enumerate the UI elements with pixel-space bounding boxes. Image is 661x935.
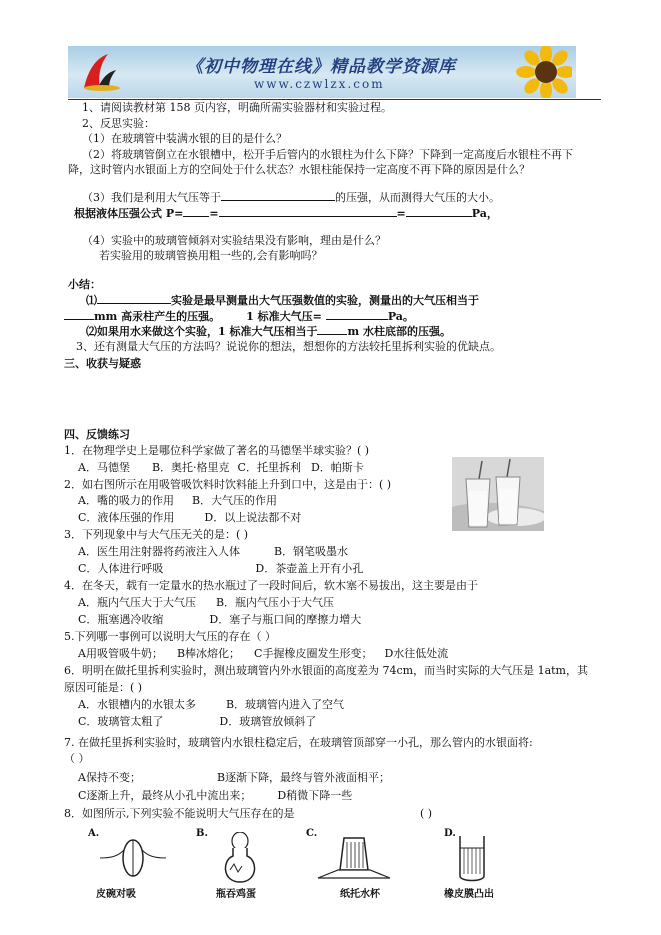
rubber-membrane-figure [454,834,490,884]
summary-2-text: ⑵如果用水来做这个实验，1 标准大气压相当于 [86,325,318,338]
exercise-6-options-2 [78,715,316,729]
header-banner [68,46,576,98]
option[interactable]: A．马德堡 [78,461,130,474]
question-3-line-1 [82,190,500,205]
item-3: 3、还有测量大气压的方法吗？说说你的想法，想想你的方法较托里拆利实验的优缺点。 [76,340,501,353]
paper-water-cup-figure [314,836,394,880]
exercise-4: 4．在冬天，载有一定量水的热水瓶过了一段时间后，软木塞不易拔出，这主要是由于 [64,579,478,592]
figure-a-label: A. [88,828,100,839]
figure-d-caption: 橡皮膜凸出 [444,889,494,900]
summary-1-line-2 [64,309,414,324]
option[interactable]: B．大气压的作用 [191,494,278,507]
option[interactable]: A．医生用注射器将药液注入人体 [78,545,240,558]
option[interactable]: B棒冰熔化； [176,647,241,660]
option[interactable]: D．玻璃管放倾斜了 [219,715,317,728]
option[interactable]: A．水银槽内的水银太多 [78,698,196,711]
sunflower-icon [512,46,572,98]
exercise-3: 3．下列现象中与大气压无关的是：( ) [64,528,249,541]
exercise-5: 5.下列哪一事例可以说明大气压的存在（ ） [64,630,276,643]
option[interactable]: C．液体压强的作用 [78,511,175,524]
exercise-3-options-1 [78,545,348,559]
question-2-line-1: （2）将玻璃管倒立在水银槽中，松开手后管内的水银柱为什么下降？下降到一定高度后水银柱不再下 [82,148,573,161]
exercise-5-options [78,647,448,661]
exercise-2: 2．如右图所示在用吸管吸饮料时饮料能上升到口中，这是由于：( ) [64,478,392,491]
option[interactable]: D．帕斯卡 [310,461,364,474]
banner-url: www.czwlzx.com [254,77,385,91]
formula-unit: Pa， [471,207,498,220]
option[interactable]: C．人体进行呼吸 [78,562,164,575]
blank[interactable] [317,324,347,335]
question-4-line-1: （4）实验中的玻璃管倾斜对实验结果没有影响，理由是什么？ [82,234,386,247]
option[interactable]: B．钢笔吸墨水 [273,545,349,558]
section-3-title: 三、收获与疑惑 [64,357,141,370]
item-1: 1、请阅读教材第 158 页内容，明确所需实验器材和实验过程。 [82,101,392,114]
exercise-6-line-2: 原因可能是：( ) [64,681,143,694]
formula-start: 根据液体压强公式 P= [74,207,184,220]
option[interactable]: C．玻璃管太粗了 [78,715,164,728]
blank[interactable] [406,206,472,217]
figure-b-label: B. [196,828,208,839]
header-rule [68,99,601,100]
summary-1-mid: 1 标准大气压= [246,310,322,323]
option[interactable]: A．瓶内气压大于大气压 [78,596,196,609]
summary-1-text: 实验是最早测量出大气压强数值的实验，测量出的大气压相当于 [171,294,479,307]
question-3-start: （3）我们是利用大气压等于 [82,191,221,204]
summary-1 [86,293,479,308]
blank[interactable] [183,206,209,217]
exercise-7-line-1: 7. 在做托里拆利实验时，玻璃管内水银柱稳定后，在玻璃管顶部穿一小孔，那么管内的水银面将: [64,736,533,749]
option[interactable]: B．玻璃管内进入了空气 [225,698,345,711]
option[interactable]: C手握橡皮圈发生形变； [254,647,373,660]
option[interactable]: B．瓶内气压小于大气压 [215,596,335,609]
exercise-6-options-1 [78,698,344,712]
exercise-4-options-2 [78,613,361,627]
exercise-7-options-2 [78,789,352,803]
option[interactable]: A用吸管吸牛奶； [78,647,163,660]
figure-c-caption: 纸托水杯 [340,889,380,900]
question-1: （1）在玻璃管中装满水银的目的是什么？ [82,132,287,145]
option[interactable]: D．塞子与瓶口间的摩擦力增大 [209,613,362,626]
option[interactable]: C．瓶塞遇冷收缩 [78,613,164,626]
figure-b-caption: 瓶吞鸡蛋 [216,889,256,900]
summary-1-pa: Pa。 [387,310,414,323]
formula-eq1: = [209,207,219,220]
figure-a-caption: 皮碗对吸 [96,889,136,900]
site-logo-icon [78,52,120,92]
question-3-formula [74,206,498,221]
egg-bottle-figure [218,832,262,884]
option[interactable]: D．以上说法都不对 [204,511,302,524]
question-4-line-2: 若实验用的玻璃管换用粗一些的,会有影响吗？ [99,249,323,262]
exercise-7-options-1 [78,771,390,785]
exercise-2-options-2 [78,511,301,525]
question-2-line-2: 降，这时管内水银面上方的空间处于什么状态？水银柱能保持一定高度不再下降的原因是什么？ [68,163,530,176]
summary-1-unit: mm 高汞柱产生的压强。 [94,310,221,323]
figure-c-label: C. [306,828,318,839]
exercise-8-paren: ( ) [420,807,433,820]
exercise-4-options-1 [78,596,334,610]
summary-2-end: m 水柱底部的压强。 [347,325,451,338]
option[interactable]: A．嘴的吸力的作用 [78,494,174,507]
blank[interactable] [326,309,388,320]
option[interactable]: C．托里拆利 [237,461,301,474]
banner-title: 《初中物理在线》精品教学资源库 [186,57,456,77]
exercise-3-options-2 [78,562,363,576]
option[interactable]: B．奥托·格里克 [151,461,230,474]
summary-2 [86,324,451,339]
option[interactable]: B逐渐下降，最终与管外液面相平； [216,771,391,784]
exercise-2-options-1 [78,494,277,508]
option[interactable]: C逐渐上升，最终从小孔中流出来； [78,789,252,802]
exercise-7-line-2: （ ） [64,752,90,765]
option[interactable]: A保持不变； [78,771,141,784]
exercise-1: 1．在物理学史上是哪位科学家做了著名的马德堡半球实验？( ) [64,444,370,457]
option[interactable]: D稍微下降一些 [277,789,353,802]
summary-title: 小结： [68,278,101,291]
item-2: 2、反思实验： [82,117,155,130]
exercise-1-options [78,461,364,475]
summary-1-num: ⑴ [86,294,97,307]
blank[interactable] [64,309,94,320]
blank[interactable] [221,190,335,201]
exercise-8: 8．如图所示,下列实验不能说明大气压存在的是 [64,807,295,820]
suction-cups-figure [96,836,170,880]
drink-glasses-photo [452,457,544,531]
option[interactable]: D．茶壶盖上开有小孔 [255,562,364,575]
blank[interactable] [219,206,397,217]
question-3-end: 的压强，从而测得大气压的大小。 [335,191,500,204]
blank[interactable] [97,293,171,304]
option[interactable]: D水往低处流 [384,647,449,660]
exercise-6-line-1: 6．明明在做托里拆利实验时，测出玻璃管内外水银面的高度差为 74cm，而当时实际的大气压是 1atm，其 [64,664,588,677]
section-4-title: 四、反馈练习 [64,428,130,441]
figure-d-label: D. [444,828,456,839]
formula-eq2: = [396,207,406,220]
